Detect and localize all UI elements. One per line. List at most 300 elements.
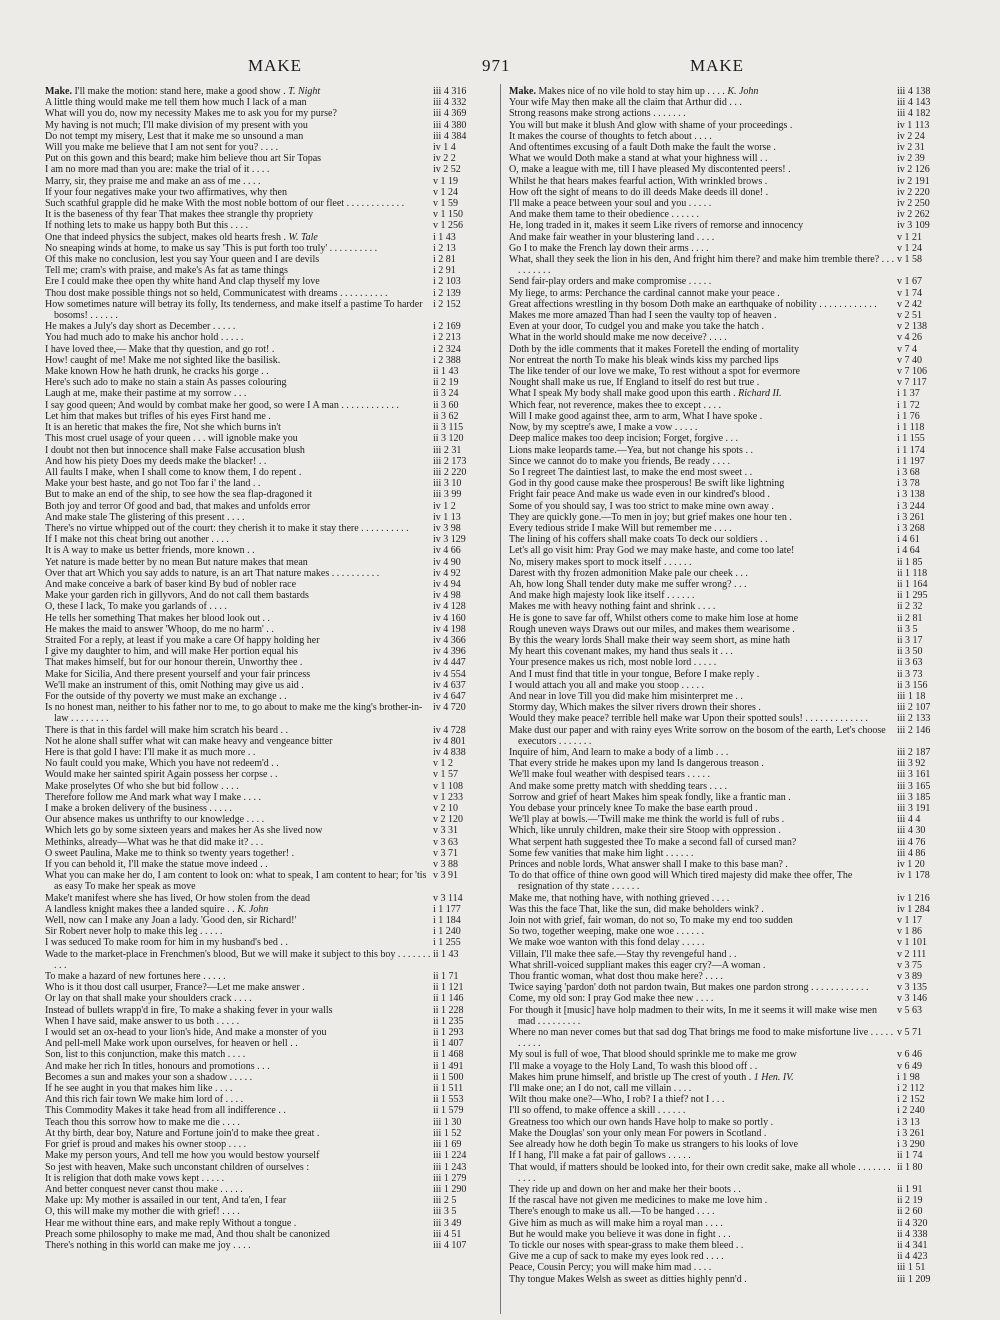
quotation-text: My liege, to arms: Perchance the cardinal cannot make your peace . xyxy=(509,287,780,299)
quotation-text: God in thy good cause make thee prosperous! Be swift like lightning xyxy=(509,478,785,490)
quotation-text: Sir Robert never holp to make this leg . . . . . xyxy=(45,926,223,938)
act-scene-line-ref: iv 2 24 xyxy=(897,130,925,142)
act-scene-line-ref: ii 3 115 xyxy=(433,422,464,434)
quotation-text: Great affections wrestling in thy bosom Doth make an earthquake of nobility . . . . . . . . . . . . xyxy=(509,298,877,310)
quotation-text: How sometimes nature will betray its folly, Its tenderness, and make itself a pastime To harder bosoms! . . . . . . xyxy=(45,298,423,322)
concordance-entry xyxy=(45,1184,491,1195)
quotation-text: And make fair weather in your blustering land . . . . xyxy=(509,231,715,243)
quotation-text: I'll make a voyage to the Holy Land, To wash this blood off . . xyxy=(509,1060,758,1072)
quotation-text: Do not tempt my misery, Lest that it make me so unsound a man xyxy=(45,130,304,142)
concordance-entry xyxy=(45,120,491,131)
concordance-entry xyxy=(509,657,955,668)
act-scene-line-ref: iv 4 128 xyxy=(433,601,466,613)
quotation-text: And make stale The glistering of this present . . . . xyxy=(45,511,245,523)
concordance-entry xyxy=(509,781,955,792)
quotation-text: My having is not much; I'll make division of my present with you xyxy=(45,119,308,131)
concordance-entry xyxy=(509,1150,955,1161)
concordance-entry xyxy=(509,814,955,825)
quotation-text: Villain, I'll make thee safe.—Stay thy revengeful hand . . xyxy=(509,948,737,960)
concordance-entry xyxy=(45,388,491,399)
act-scene-line-ref: ii 1 295 xyxy=(897,590,928,602)
quotation-text: There's no virtue whipped out of the court: they cherish it to make it stay there . . . . . . . . . . xyxy=(45,522,409,534)
column-divider xyxy=(500,84,501,1314)
concordance-entry xyxy=(509,153,955,164)
act-scene-line-ref: i 1 177 xyxy=(433,903,461,915)
act-scene-line-ref: v 2 138 xyxy=(897,321,927,333)
quotation-text: Which fear, not reverence, makes thee to except . . . . xyxy=(509,399,721,411)
quotation-text: Thou frantic woman, what dost thou make here? . . . . xyxy=(509,971,723,983)
quotation-text: Join not with grief, fair woman, do not so, To make my end too sudden xyxy=(509,915,793,927)
concordance-entry xyxy=(45,590,491,601)
act-scene-line-ref: v 2 10 xyxy=(433,803,458,814)
act-scene-line-ref: iii 1 30 xyxy=(433,1116,462,1128)
act-scene-line-ref: iv 4 838 xyxy=(433,746,466,758)
quotation-text: One that indeed physics the subject, makes old hearts fresh . xyxy=(45,231,287,243)
act-scene-line-ref: v 1 21 xyxy=(897,231,922,243)
concordance-entry xyxy=(45,254,491,265)
quotation-text: What will you do, now my necessity Makes me to ask you for my purse? xyxy=(45,108,337,120)
concordance-entry xyxy=(509,993,955,1004)
concordance-entry xyxy=(45,937,491,948)
concordance-entry xyxy=(509,422,955,433)
act-scene-line-ref: ii 1 228 xyxy=(433,1004,464,1016)
quotation-text: O sweet Paulina, Make me to think so twenty years together! . xyxy=(45,847,295,859)
act-scene-line-ref: iii 4 182 xyxy=(897,108,931,120)
quotation-text: For the outside of thy poverty we must make an exchange . . xyxy=(45,690,287,702)
act-scene-line-ref: iii 4 51 xyxy=(433,1228,462,1240)
act-scene-line-ref: ii 2 81 xyxy=(897,612,923,624)
play-title: W. Tale xyxy=(288,231,318,243)
act-scene-line-ref: iii 2 31 xyxy=(433,444,462,456)
quotation-text: Every tedious stride I make Will but remember me . . . . xyxy=(509,522,732,534)
concordance-entry xyxy=(509,837,955,848)
quotation-text: Make for Sicilia, And there present yourself and your fair princess xyxy=(45,668,311,680)
concordance-entry xyxy=(45,1005,491,1016)
act-scene-line-ref: v 7 4 xyxy=(897,343,917,355)
act-scene-line-ref: ii 1 500 xyxy=(433,1071,464,1083)
act-scene-line-ref: i 1 184 xyxy=(433,915,461,927)
quotation-text: For grief is proud and makes his owner stoop . . . . xyxy=(45,1139,247,1151)
concordance-entry xyxy=(509,411,955,422)
concordance-entry xyxy=(45,893,491,904)
act-scene-line-ref: ii 2 60 xyxy=(897,1206,923,1218)
quotation-text: We'll make an instrument of this, omit Nothing may give us aid . xyxy=(45,679,304,691)
act-scene-line-ref: i 3 138 xyxy=(897,489,925,501)
quotation-text: It is A way to make us better friends, more known . . xyxy=(45,545,255,557)
act-scene-line-ref: v 4 26 xyxy=(897,332,922,344)
quotation-text: There's enough to make us all.—To be hanged . . . . xyxy=(509,1206,715,1218)
act-scene-line-ref: v 2 51 xyxy=(897,310,922,322)
quotation-text: The like tender of our love we make, To rest without a spot for evermore xyxy=(509,366,800,378)
concordance-entry xyxy=(45,265,491,276)
quotation-text: Make proselytes Of who she but bid follow . . . . xyxy=(45,780,239,792)
concordance-entry xyxy=(45,1229,491,1240)
act-scene-line-ref: i 2 213 xyxy=(433,332,461,344)
concordance-entry xyxy=(509,1027,955,1049)
act-scene-line-ref: ii 3 73 xyxy=(897,668,923,680)
quotation-text: Laugh at me, make their pastime at my sorrow . . . xyxy=(45,388,247,400)
quotation-text: They ride up and down on her and make her their boots . . xyxy=(509,1183,741,1195)
concordance-entry xyxy=(45,411,491,422)
concordance-entry xyxy=(509,792,955,803)
concordance-entry xyxy=(45,657,491,668)
act-scene-line-ref: v 5 63 xyxy=(897,1004,922,1016)
quotation-text: What serpent hath suggested thee To make a second fall of cursed man? xyxy=(509,836,797,848)
concordance-entry xyxy=(509,713,955,724)
concordance-entry xyxy=(45,1038,491,1049)
act-scene-line-ref: ii 1 146 xyxy=(433,993,464,1005)
concordance-entry xyxy=(45,1206,491,1217)
act-scene-line-ref: iii 3 99 xyxy=(433,489,462,501)
act-scene-line-ref: i 3 78 xyxy=(897,478,920,490)
quotation-text: Where no man never comes but that sad dog That brings me food to make misfortune live . . . . . . . . . . xyxy=(509,1027,894,1050)
concordance-entry xyxy=(45,288,491,299)
concordance-entry xyxy=(45,1094,491,1105)
concordance-entry xyxy=(45,747,491,758)
act-scene-line-ref: i 1 197 xyxy=(897,455,925,467)
act-scene-line-ref: iii 2 5 xyxy=(433,1195,457,1207)
quotation-text: Fright fair peace And make us wade even in our kindred's blood . xyxy=(509,489,770,501)
quotation-text: Well, now can I make any Joan a lady. 'Good den, sir Richard!' xyxy=(45,915,297,927)
act-scene-line-ref: i 3 290 xyxy=(897,1139,925,1151)
act-scene-line-ref: iii 4 380 xyxy=(433,119,467,131)
concordance-entry xyxy=(509,187,955,198)
act-scene-line-ref: iii 1 224 xyxy=(433,1150,467,1162)
quotation-text: Makes him prune himself, and bristle up The crest of youth . xyxy=(509,1071,752,1083)
concordance-entry xyxy=(45,870,491,892)
quotation-text: Strong reasons make strong actions . . . . . . . xyxy=(509,108,686,120)
concordance-entry xyxy=(45,332,491,343)
quotation-text: Your wife May then make all the claim that Arthur did . . . xyxy=(509,97,742,109)
quotation-text: To make a hazard of new fortunes here . . . . . xyxy=(45,971,226,983)
quotation-text: For though it [music] have holp madmen to their wits, In me it seems it will make wise men mad . . . . . . . . . xyxy=(509,1004,877,1027)
concordance-entry xyxy=(509,949,955,960)
act-scene-line-ref: iii 3 49 xyxy=(433,1217,462,1229)
concordance-entry xyxy=(509,624,955,635)
quotation-text: I would attach you all and make you stoop . . . . . xyxy=(509,679,704,691)
quotation-text: Whilst he that hears makes fearful action, With wrinkled brows . xyxy=(509,175,768,187)
quotation-text: Twice saying 'pardon' doth not pardon twain, But makes one pardon strong . . . . . . . . . . . . xyxy=(509,982,869,994)
act-scene-line-ref: i 3 244 xyxy=(897,500,925,512)
quotation-text: I'll so offend, to make offence a skill . . . . . . xyxy=(509,1105,686,1117)
act-scene-line-ref: ii 3 24 xyxy=(433,388,459,400)
act-scene-line-ref: v 1 17 xyxy=(897,915,922,927)
act-scene-line-ref: i 1 240 xyxy=(433,926,461,938)
concordance-entry xyxy=(45,366,491,377)
quotation-text: No fault could you make, Which you have not redeem'd . . xyxy=(45,758,279,770)
concordance-entry xyxy=(509,332,955,343)
concordance-entry xyxy=(509,590,955,601)
quotation-text: Will I make good against thee, arm to arm, What I have spoke . xyxy=(509,410,763,422)
quotation-text: Since we cannot do to make you friends, Be ready . . . . xyxy=(509,455,731,467)
quotation-text: Would they make peace? terrible hell make war Upon their spotted souls! . . . . . . . . . . . . . xyxy=(509,713,868,725)
quotation-text: Give me a cup of sack to make my eyes look red . . . . xyxy=(509,1251,724,1263)
act-scene-line-ref: ii 3 156 xyxy=(897,679,928,691)
quotation-text: Make dust our paper and with rainy eyes Write sorrow on the bosom of the earth, Let's choose executors . . . . . . . xyxy=(509,724,886,747)
concordance-entry xyxy=(45,344,491,355)
act-scene-line-ref: iv 1 4 xyxy=(433,142,456,154)
quotation-text: He makes a July's day short as December . . . . . xyxy=(45,321,236,333)
quotation-text: Here is that gold I have: I'll make it as much more . . xyxy=(45,746,256,758)
act-scene-line-ref: v 1 24 xyxy=(897,242,922,254)
quotation-text: Which, like unruly children, make their sire Stoop with oppression . xyxy=(509,825,781,837)
act-scene-line-ref: ii 4 423 xyxy=(897,1251,928,1263)
act-scene-line-ref: v 1 57 xyxy=(433,769,458,781)
concordance-entry xyxy=(509,209,955,220)
concordance-entry xyxy=(45,579,491,590)
concordance-entry xyxy=(45,792,491,803)
act-scene-line-ref: ii 1 121 xyxy=(433,982,464,994)
act-scene-line-ref: ii 1 118 xyxy=(897,567,928,579)
quotation-text: So jest with heaven, Make such unconstant children of ourselves : xyxy=(45,1161,310,1173)
quotation-text: He, long traded in it, makes it seem Like rivers of remorse and innocency xyxy=(509,220,804,232)
concordance-entry xyxy=(45,321,491,332)
act-scene-line-ref: i 2 139 xyxy=(433,287,461,299)
concordance-entry xyxy=(45,926,491,937)
concordance-entry xyxy=(509,299,955,310)
act-scene-line-ref: i 1 76 xyxy=(897,410,920,422)
act-scene-line-ref: ii 3 62 xyxy=(433,410,459,422)
quotation-text: And how his piety Does my deeds make the blacker! . . xyxy=(45,455,267,467)
concordance-entry xyxy=(45,568,491,579)
quotation-text: That would, if matters should be looked into, for their own credit sake, make all whole . . . . . . . . . . . xyxy=(509,1161,891,1184)
act-scene-line-ref: v 7 106 xyxy=(897,366,927,378)
act-scene-line-ref: ii 1 553 xyxy=(433,1094,464,1106)
act-scene-line-ref: iii 3 161 xyxy=(897,769,931,781)
act-scene-line-ref: ii 1 43 xyxy=(433,948,459,960)
quotation-text: Wilt thou make one?—Who, I rob? I a thief? not I . . . xyxy=(509,1094,725,1106)
quotation-text: So I regreet The daintiest last, to make the end most sweet . . xyxy=(509,466,753,478)
act-scene-line-ref: i 2 112 xyxy=(897,1083,925,1095)
act-scene-line-ref: ii 2 32 xyxy=(897,601,923,613)
act-scene-line-ref: iv 2 2 xyxy=(433,153,456,165)
concordance-entry xyxy=(509,1072,955,1083)
quotation-text: Deep malice makes too deep incision; Forget, forgive . . . xyxy=(509,433,739,445)
concordance-entry xyxy=(509,725,955,747)
concordance-entry xyxy=(45,1049,491,1060)
quotation-text: Even at your door, To cudgel you and make you take the hatch . xyxy=(509,321,765,333)
act-scene-line-ref: i 3 13 xyxy=(897,1116,920,1128)
quotation-text: No, misery makes sport to mock itself . . . . . . xyxy=(509,556,692,568)
quotation-text: Put on this gown and this beard; make him believe thou art Sir Topas xyxy=(45,153,322,165)
concordance-entry xyxy=(509,1206,955,1217)
act-scene-line-ref: v 3 31 xyxy=(433,825,458,837)
concordance-entry xyxy=(509,1105,955,1116)
act-scene-line-ref: ii 1 511 xyxy=(433,1083,464,1095)
act-scene-line-ref: v 1 233 xyxy=(433,791,463,803)
concordance-entry xyxy=(45,456,491,467)
act-scene-line-ref: ii 1 91 xyxy=(897,1183,923,1195)
concordance-entry xyxy=(45,512,491,523)
act-scene-line-ref: iii 1 69 xyxy=(433,1139,462,1151)
concordance-entry xyxy=(45,198,491,209)
concordance-entry xyxy=(45,1083,491,1094)
concordance-entry xyxy=(45,243,491,254)
act-scene-line-ref: i 1 43 xyxy=(433,231,456,243)
act-scene-line-ref: iv 2 262 xyxy=(897,209,930,221)
act-scene-line-ref: ii 4 320 xyxy=(897,1217,928,1229)
quotation-text: Instead of bullets wrapp'd in fire, To make a shaking fever in your walls xyxy=(45,1004,333,1016)
quotation-text: Make up: My mother is assailed in our tent, And ta'en, I fear xyxy=(45,1195,287,1207)
concordance-entry xyxy=(509,1218,955,1229)
concordance-entry xyxy=(509,893,955,904)
act-scene-line-ref: ii 1 164 xyxy=(897,578,928,590)
quotation-text: Sorrow and grief of heart Makes him speak fondly, like a frantic man . xyxy=(509,791,791,803)
quotation-text: Makes me more amazed Than had I seen the vaulty top of heaven . xyxy=(509,310,777,322)
quotation-text: And I must find that title in your tongue, Before I make reply . xyxy=(509,668,760,680)
act-scene-line-ref: iii 1 209 xyxy=(897,1273,931,1285)
concordance-entry xyxy=(509,501,955,512)
concordance-entry xyxy=(509,254,955,276)
quotation-text: Your presence makes us rich, most noble lord . . . . . xyxy=(509,657,717,669)
quotation-text: My heart this covenant makes, my hand thus seals it . . . xyxy=(509,646,733,658)
concordance-entry xyxy=(509,388,955,399)
act-scene-line-ref: v 3 88 xyxy=(433,859,458,871)
act-scene-line-ref: ii 3 63 xyxy=(897,657,923,669)
concordance-entry xyxy=(509,456,955,467)
quotation-text: Doth by the idle comments that it makes Foretell the ending of mortality xyxy=(509,343,799,355)
concordance-entry xyxy=(509,478,955,489)
act-scene-line-ref: ii 1 85 xyxy=(897,556,923,568)
left-column xyxy=(45,86,491,1251)
quotation-text: That every stride he makes upon my land Is dangerous treason . xyxy=(509,758,764,770)
act-scene-line-ref: v 1 67 xyxy=(897,276,922,288)
quotation-text: A landless knight makes thee a landed squire . . xyxy=(45,903,235,915)
concordance-entry xyxy=(45,837,491,848)
quotation-text: It is an heretic that makes the fire, Not she which burns in't xyxy=(45,422,281,434)
act-scene-line-ref: v 2 111 xyxy=(897,948,927,960)
act-scene-line-ref: iii 2 187 xyxy=(897,746,931,758)
concordance-entry xyxy=(509,937,955,948)
concordance-entry xyxy=(45,680,491,691)
concordance-entry xyxy=(45,131,491,142)
concordance-entry xyxy=(509,803,955,814)
quotation-text: If nothing lets to make us happy both But this . . . . xyxy=(45,220,249,232)
act-scene-line-ref: iii 2 146 xyxy=(897,724,931,736)
act-scene-line-ref: iv 4 554 xyxy=(433,668,466,680)
quotation-text: It is the baseness of thy fear That makes thee strangle thy propriety xyxy=(45,209,314,221)
quotation-text: Would make her sainted spirit Again possess her corpse . . xyxy=(45,769,278,781)
concordance-entry xyxy=(509,108,955,119)
quotation-text: Becomes a sun and makes your son a shadow . . . . . xyxy=(45,1071,253,1083)
act-scene-line-ref: ii 3 120 xyxy=(433,433,464,445)
act-scene-line-ref: iii 4 86 xyxy=(897,847,926,859)
quotation-text: Let him that makes but trifles of his eyes First hand me . xyxy=(45,410,271,422)
act-scene-line-ref: iii 4 316 xyxy=(433,86,467,97)
quotation-text: Ah, how long Shall tender duty make me suffer wrong? . . . xyxy=(509,578,747,590)
concordance-entry xyxy=(509,1005,955,1027)
quotation-text: But he would make you believe it was done in fight . . . xyxy=(509,1228,731,1240)
quotation-text: Ere I could make thee open thy white hand And clap thyself my love xyxy=(45,276,320,288)
quotation-text: My soul is full of woe, That blood should sprinkle me to make me grow xyxy=(509,1049,797,1061)
quotation-text: Some of you should say, I was too strict to make mine own away . xyxy=(509,500,774,512)
act-scene-line-ref: v 1 74 xyxy=(897,287,922,299)
act-scene-line-ref: ii 1 491 xyxy=(433,1060,464,1072)
act-scene-line-ref: iv 4 92 xyxy=(433,567,461,579)
act-scene-line-ref: i 4 61 xyxy=(897,534,920,546)
act-scene-line-ref: iv 2 126 xyxy=(897,164,930,176)
act-scene-line-ref: iii 3 185 xyxy=(897,791,931,803)
quotation-text: Makes me with heavy nothing faint and shrink . . . . xyxy=(509,601,716,613)
quotation-text: If I make not this cheat bring out another . . . . xyxy=(45,534,229,546)
concordance-entry xyxy=(45,993,491,1004)
quotation-text: Rough uneven ways Draws out our miles, and makes them wearisome . xyxy=(509,623,795,635)
quotation-text: Straited For a reply, at least if you make a care Of happy holding her xyxy=(45,634,320,646)
quotation-text: If your four negatives make your two affirmatives, why then xyxy=(45,186,287,198)
act-scene-line-ref: iv 4 98 xyxy=(433,590,461,602)
quotation-text: And make high majesty look like itself . . . . . . xyxy=(509,590,695,602)
concordance-entry xyxy=(509,669,955,680)
act-scene-line-ref: i 1 174 xyxy=(897,444,925,456)
quotation-text: Lions make leopards tame.—Yea, but not change his spots . . xyxy=(509,444,753,456)
quotation-text: If I hang, I'll make a fat pair of gallows . . . . . xyxy=(509,1150,691,1162)
page-number: 971 xyxy=(482,56,511,75)
quotation-text: Teach thou this sorrow how to make me die . . . . xyxy=(45,1116,240,1128)
act-scene-line-ref: iv 2 220 xyxy=(897,186,930,198)
act-scene-line-ref: iv 1 216 xyxy=(897,892,930,904)
act-scene-line-ref: iv 1 13 xyxy=(433,511,461,523)
quotation-text: See already how he doth begin To make us strangers to his looks of love xyxy=(509,1139,799,1151)
act-scene-line-ref: iii 1 52 xyxy=(433,1127,462,1139)
quotation-text: Not he alone shall suffer what wit can make heavy and vengeance bitter xyxy=(45,735,333,747)
play-title: K. John xyxy=(237,903,269,915)
quotation-text: Methinks, already—What was he that did make it? . . . xyxy=(45,836,264,848)
concordance-entry xyxy=(509,400,955,411)
act-scene-line-ref: iv 4 637 xyxy=(433,679,466,691)
concordance-entry xyxy=(45,299,491,321)
act-scene-line-ref: v 3 91 xyxy=(433,870,458,882)
quotation-text: We make woe wanton with this fond delay . . . . . xyxy=(509,937,705,949)
act-scene-line-ref: i 2 388 xyxy=(433,354,461,366)
act-scene-line-ref: ii 1 43 xyxy=(433,366,459,378)
concordance-entry xyxy=(45,1240,491,1251)
running-head-left: MAKE xyxy=(248,56,303,75)
act-scene-line-ref: i 3 268 xyxy=(897,522,925,534)
concordance-entry xyxy=(509,344,955,355)
quotation-text: There is that in this fardel will make him scratch his beard . . xyxy=(45,724,288,736)
quotation-text: But to make an end of the ship, to see how the sea flap-dragoned it xyxy=(45,489,312,501)
quotation-text: Make my person yours, And tell me how you would bestow yourself xyxy=(45,1150,320,1162)
quotation-text: What shrill-voiced suppliant makes this eager cry?—A woman . xyxy=(509,959,766,971)
quotation-text: Such scathful grapple did he make With the most noble bottom of our fleet . . . . . . . . . . . . xyxy=(45,198,405,210)
act-scene-line-ref: iv 2 250 xyxy=(897,198,930,210)
act-scene-line-ref: ii 3 60 xyxy=(433,399,459,411)
act-scene-line-ref: iv 4 366 xyxy=(433,634,466,646)
quotation-text: They are quickly gone.—To men in joy; but grief makes one hour ten . xyxy=(509,511,792,523)
concordance-entry xyxy=(45,220,491,231)
concordance-entry xyxy=(45,97,491,108)
act-scene-line-ref: i 2 13 xyxy=(433,242,456,254)
concordance-entry xyxy=(509,433,955,444)
quotation-text: Makes nice of no vile hold to stay him up . . . . xyxy=(538,86,725,97)
concordance-entry xyxy=(509,97,955,108)
concordance-entry xyxy=(45,1105,491,1116)
play-title: 1 Hen. IV. xyxy=(753,1071,794,1083)
quotation-text: Princes and noble lords, What answer shall I make to this base man? . xyxy=(509,859,788,871)
concordance-entry xyxy=(509,131,955,142)
act-scene-line-ref: iii 4 332 xyxy=(433,97,467,109)
concordance-entry xyxy=(45,232,491,243)
quotation-text: Hear me without thine ears, and make reply Without a tongue . xyxy=(45,1217,297,1229)
act-scene-line-ref: iii 1 290 xyxy=(433,1183,467,1195)
concordance-entry xyxy=(45,187,491,198)
quotation-text: Peace, Cousin Percy; you will make him mad . . . . xyxy=(509,1262,712,1274)
quotation-text: I make a broken delivery of the business . . . . . xyxy=(45,803,232,814)
act-scene-line-ref: ii 1 71 xyxy=(433,971,459,983)
concordance-entry xyxy=(45,209,491,220)
quotation-text: I say good queen; And would by combat make her good, so were I A man . . . . . . . . . . . . xyxy=(45,399,399,411)
concordance-entry xyxy=(509,1139,955,1150)
